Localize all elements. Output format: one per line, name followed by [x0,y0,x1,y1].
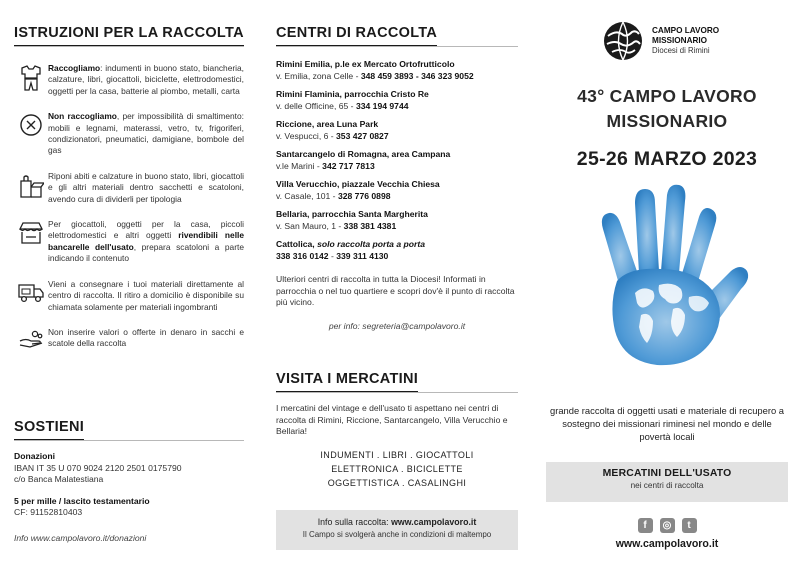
not-accepted-icon [14,111,48,137]
instruction-item: Vieni a consegnare i tuoi materiali direttamente al centro di raccolta. Il ritiro a domicilio è disponibile su chiamata solamente per materiali ingombranti [14,279,244,313]
center-item: Rimini Emilia, p.le ex Mercato Ortofrutticolo v. Emilia, zona Celle - 348 459 3893 - 346 323 9052 [276,59,474,81]
globe-logo-icon [602,20,644,62]
markets-section [276,370,518,490]
center-item-cattolica: Cattolica, solo raccolta porta a porta 338 316 0142 - 339 311 4130 [276,239,426,261]
world-hand-icon [577,181,757,371]
markets-header [276,370,518,393]
instruction-item: Non raccogliamo, per impossibilità di smaltimento: mobili e legnami, materassi, vetro, tv, frigoriferi, condizionatori, pneumatici, damigiane, bombole del gas [14,111,244,157]
instructions-column [0,0,258,565]
five-per-mille-block: 5 per mille / lascito testamentario CF: 91152810403 [14,495,150,518]
event-date: 25-26 MARZO 2023 [576,148,758,170]
instruction-item: Per giocattoli, oggetti per la casa, piccoli elettrodomestici e altri oggetti rivendibili nelle bancarelle dell'usato, prepara scatoloni a parte indicando il contenuto [14,219,244,265]
event-title: 43° CAMPO LAVORO MISSIONARIO [577,86,757,131]
twitter-icon[interactable]: t [682,518,697,533]
facebook-icon[interactable]: f [638,518,653,533]
box-icon [14,171,48,199]
donations-block: Donazioni IBAN IT 35 U 070 9024 2120 2501 0175790 c/o Banca Malatestiana [14,451,182,485]
markets-categories: INDUMENTI . LIBRI . GIOCATTOLI ELETTRONICA . BICICLETTE OGGETTISTICA . CASALINGHI [320,449,474,488]
truck-icon [14,279,48,303]
instruction-item: Raccogliamo: indumenti in buono stato, biancheria, calzature, libri, giocattoli, biciclette, elettrodomestici, oggetti per la casa, batterie al piombo, metalli, carta [14,63,244,97]
center-item: Santarcangelo di Romagna, area Campana v.le Marini - 342 717 7813 [276,149,451,171]
support-section [14,418,244,543]
instructions-header [14,24,244,47]
center-item: Bellaria, parrocchia Santa Margherita v. San Mauro, 1 - 338 381 4381 [276,209,428,231]
info-box: Info sulla raccolta: www.campolavoro.it Il Campo si svolgerà anche in condizioni di maltempo [276,510,518,550]
clothes-icon [14,63,48,91]
instagram-icon[interactable]: ◎ [660,518,675,533]
instruction-item: Non inserire valori o offerte in denaro in sacchi e scatole della raccolta [14,327,244,350]
support-header [14,418,244,441]
more-centers-note: Ulteriori centri di raccolta in tutta la Diocesi! Informati in parrocchia o nel tuo quartiere e scopri dov'è il punto di raccolta più vicino. [276,274,515,308]
support-title: SOSTIENI [14,419,84,441]
logo: CAMPO LAVORO MISSIONARIO Diocesi di Rimini [602,20,788,62]
website-link[interactable]: www.campolavoro.it [615,538,719,550]
donations-link[interactable]: Info www.campolavoro.it/donazioni [14,532,147,543]
centers-title: CENTRI DI RACCOLTA [276,25,437,47]
center-item: Riccione, area Luna Park v. Vespucci, 6 - 353 427 0827 [276,119,389,141]
center-item: Villa Verucchio, piazzale Vecchia Chiesa v. Casale, 101 - 328 776 0898 [276,179,440,201]
instructions-title: ISTRUZIONI PER LA RACCOLTA [14,25,244,47]
market-stall-icon [14,219,48,245]
info-website-link[interactable]: www.campolavoro.it [391,517,477,527]
cover-column [534,0,800,565]
center-item: Rimini Flaminia, parrocchia Cristo Re v. delle Officine, 65 - 334 194 9744 [276,89,429,111]
instruction-item: Riponi abiti e calzature in buono stato, libri, giocattoli e gli altri materiali dentro sacchetti e scatoloni, avendo cura di dividerli per tipologia [14,171,244,205]
markets-title: VISITA I MERCATINI [276,371,418,393]
markets-intro: I mercatini del vintage e dell'usato ti aspettano nei centri di raccolta di Rimini, Riccione, Santarcangelo, Villa Verucchio e Bellaria! [276,403,508,437]
markets-box: MERCATINI DELL'USATO nei centri di raccolta [546,462,788,502]
social-links [546,518,788,533]
event-description: grande raccolta di oggetti usati e materiale di recupero a sostegno dei missionari riminesi nel mondo e delle povertà locali [550,405,784,442]
centers-header [276,24,518,47]
hand-coins-icon [14,327,48,349]
centers-column [266,0,528,565]
info-email[interactable]: per info: segreteria@campolavoro.it [328,320,466,331]
